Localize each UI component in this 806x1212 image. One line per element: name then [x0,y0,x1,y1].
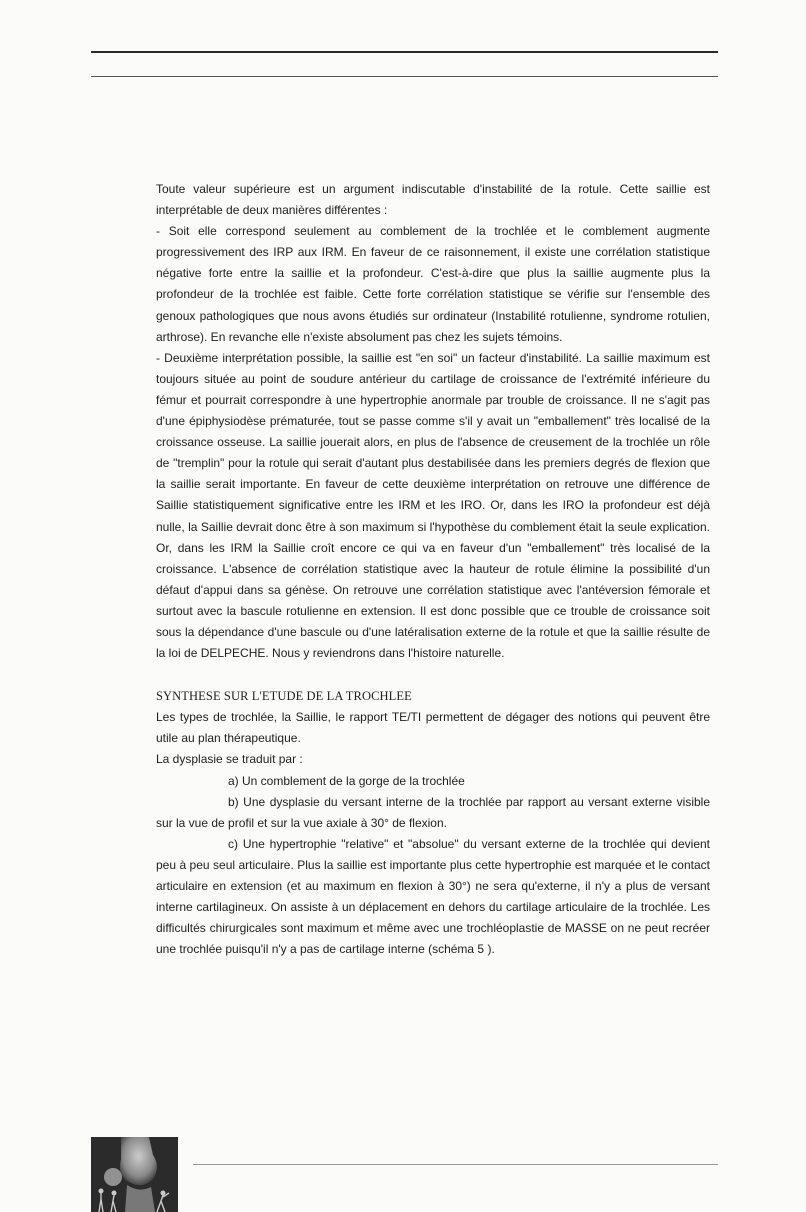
body-paragraph: - Soit elle correspond seulement au comblement de la trochlée et le comblement augmente progressivement des IRP aux IRM. En faveur de ce raisonnement, il existe une corrélation statistique négative forte entre la saillie et la profondeur. C'est-à-dire que plus la saillie augmente plus la profondeur de la trochlée est faible. Cette forte corrélation statistique se vérifie sur l'ensemble des genoux pathologiques que nous avons étudiés sur ordinateur (Instabilité rotulienne, syndrome rotulien, arthrose). En revanche elle n'existe absolument pas chez les sujets témoins. [156,224,710,344]
document-body [156,179,710,960]
body-paragraph: b) Une dysplasie du versant interne de la trochlée par rapport au versant externe visible sur la vue de profil et sur la vue axiale à 30° de flexion. [156,794,710,830]
knee-xray-logo-icon [91,1137,178,1212]
body-paragraph: c) Une hypertrophie "relative" et "absolue" du versant externe de la trochlée qui devient peu à peu seul articulaire. Plus la saillie est importante plus cette hypertrophie est marquée et le contact articulaire en extension (et au maximum en flexion à 30°) ne sera qu'externe, il n'y a plus de versant interne cartilagineux. On assiste à un déplacement en dehors du cartilage articulaire de la trochlée. Les difficultés chirurgicales sont maximum et même avec une trochléoplastie de MASSE on ne peut recréer une trochlée puisqu'il n'y a pas de cartilage interne (schéma 5 ). [156,836,710,957]
body-paragraph: Toute valeur supérieure est un argument indiscutable d'instabilité de la rotule. Cette saillie est interprétable de deux manières différentes : [156,182,710,218]
footer-rule [193,1164,718,1165]
header-rule-top [91,51,718,53]
body-paragraph: La dysplasie se traduit par : [156,752,303,767]
body-paragraph: a) Un comblement de la gorge de la trochlée [228,773,465,788]
body-paragraph: Les types de trochlée, la Saillie, le rapport TE/TI permettent de dégager des notions qui peuvent être utile au plan thérapeutique. [156,710,710,746]
section-heading: SYNTHESE SUR L'ETUDE DE LA TROCHLEE [156,689,412,704]
header-rule-bottom [91,76,718,77]
body-paragraph: - Deuxième interprétation possible, la saillie est "en soi" un facteur d'instabilité. La saillie maximum est toujours située au point de soudure antérieur du cartilage de croissance de l'extrémité inférieure du fémur et pourrait correspondre à une hypertrophie anormale par trouble de croissance. Il ne s'agit pas d'une épiphysiodèse prématurée, tout se passe comme s'il y avait un "emballement" très localisé de la croissance osseuse. La saillie jouerait alors, en plus de l'absence de creusement de la trochlée un rôle de "tremplin" pour la rotule qui serait d'autant plus destabilisée dans les premiers degrés de flexion que la saillie serait importante. En faveur de cette deuxième interprétation on retrouve une différence de Saillie statistiquement significative entre les IRM et les IRO. Or, dans les IRO la profondeur est déjà nulle, la Saillie devrait donc être à son maximum si l'hypothèse du comblement était la seule explication. Or, dans les IRM la Saillie croît encore ce qui va en faveur d'un "emballement" très localisé de la croissance. L'absence de corrélation statistique avec la hauteur de rotule élimine la possibilité d'un défaut d'appui dans sa génèse. On retrouve une corrélation statistique avec l'antéversion fémorale et surtout avec la bascule rotulienne en extension. Il est donc possible que ce trouble de croissance soit sous la dépendance d'une bascule ou d'une latéralisation externe de la rotule et que la saillie résulte de la loi de DELPECHE. Nous y reviendrons dans l'histoire naturelle. [156,350,710,661]
